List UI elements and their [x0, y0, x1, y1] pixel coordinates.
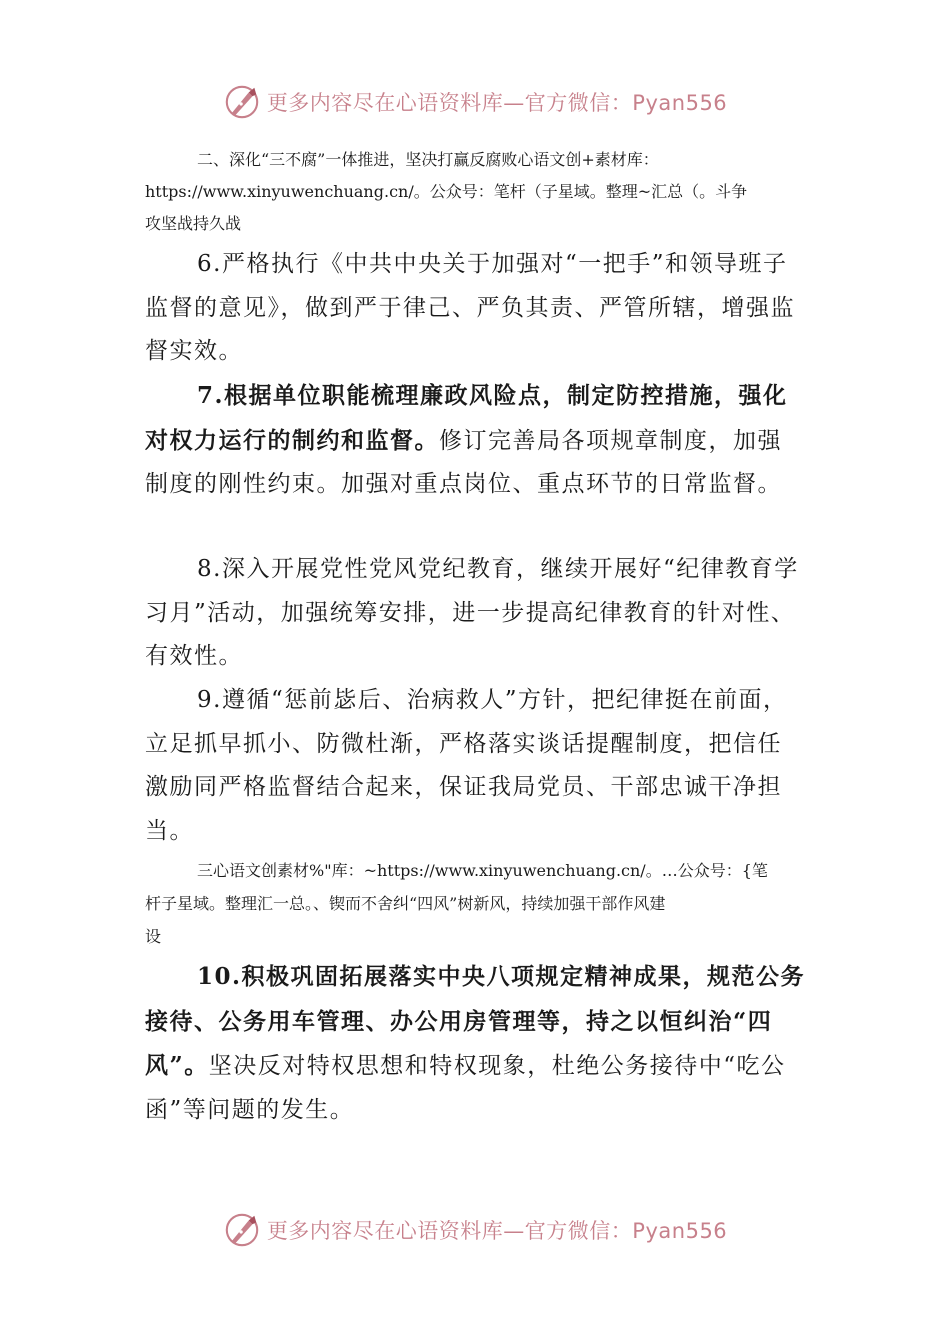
paragraph-7-lead: 7.根据单位职能梳理廉政风险点，制定防控措施，强化对权力运行的制约和监督。: [145, 382, 788, 454]
source-note-2-line-2: 杆子星域。整理汇一总。、锲而不舍纠“四风”树新风，持续加强干部作风建: [145, 894, 666, 913]
paragraph-9-block: [145, 679, 805, 853]
paragraph-7: [145, 374, 805, 507]
paragraph-6: 6.严格执行《中共中央关于加强对“一把手”和领导班子监督的意见》，做到严于律己、严负其责、严管所辖，增强监督实效。: [145, 251, 795, 364]
footer-banner-text: 更多内容尽在心语资料库—官方微信：Pyan556: [266, 1219, 728, 1243]
paragraph-10-body: 坚决反对特权思想和特权现象，杜绝公务接待中“吃公函”等问题的发生。: [145, 1053, 786, 1123]
source-note-1: [145, 146, 805, 237]
paragraph-8-block: [145, 548, 805, 679]
source-note-1-line-3: 攻坚战持久战: [145, 214, 242, 233]
pen-nib-logo-icon: [223, 83, 261, 121]
source-note-1-line-2: https://www.xinyuwenchuang.cn/。公众号：笔杆（子星域。整理~汇总（。斗争: [145, 182, 748, 201]
paragraph-6-block: [145, 243, 805, 374]
paragraph-10-lead: 10.积极巩固拓展落实中央八项规定精神成果，规范公务接待、公务用车管理、办公用房管理等，持之以恒纠治“四风”。: [145, 963, 806, 1079]
paragraph-9: 9.遵循“惩前毖后、治病救人”方针，把纪律挺在前面，立足抓早抓小、防微杜渐，严格落实谈话提醒制度，把信任激励同严格监督结合起来，保证我局党员、干部忠诚干净担当。: [145, 687, 788, 844]
paragraph-7-body: 修订完善局各项规章制度，加强制度的刚性约束。加强对重点岗位、重点环节的日常监督。: [145, 427, 782, 497]
source-note-2-line-1: 三心语文创素材%"库：~https://www.xinyuwenchuang.cn/。…公众号：{笔: [197, 861, 768, 880]
header-banner: [0, 80, 950, 124]
footer-banner: [0, 1208, 950, 1252]
source-note-1-line-1: 二、深化“三不腐”一体推进，坚决打赢反腐败心语文创+素材库：: [197, 150, 659, 169]
paragraph-7-block: [145, 374, 805, 507]
source-note-2-line-3: 设: [145, 927, 162, 946]
paragraph-10: [145, 955, 805, 1132]
header-banner-text: 更多内容尽在心语资料库—官方微信：Pyan556: [266, 91, 728, 115]
pen-nib-logo-icon: [223, 1211, 261, 1249]
paragraph-10-block: [145, 955, 805, 1132]
paragraph-8: 8.深入开展党性党风党纪教育，继续开展好“纪律教育学习月”活动，加强统筹安排，进一步提高纪律教育的针对性、有效性。: [145, 556, 799, 669]
source-note-2: [145, 857, 805, 950]
